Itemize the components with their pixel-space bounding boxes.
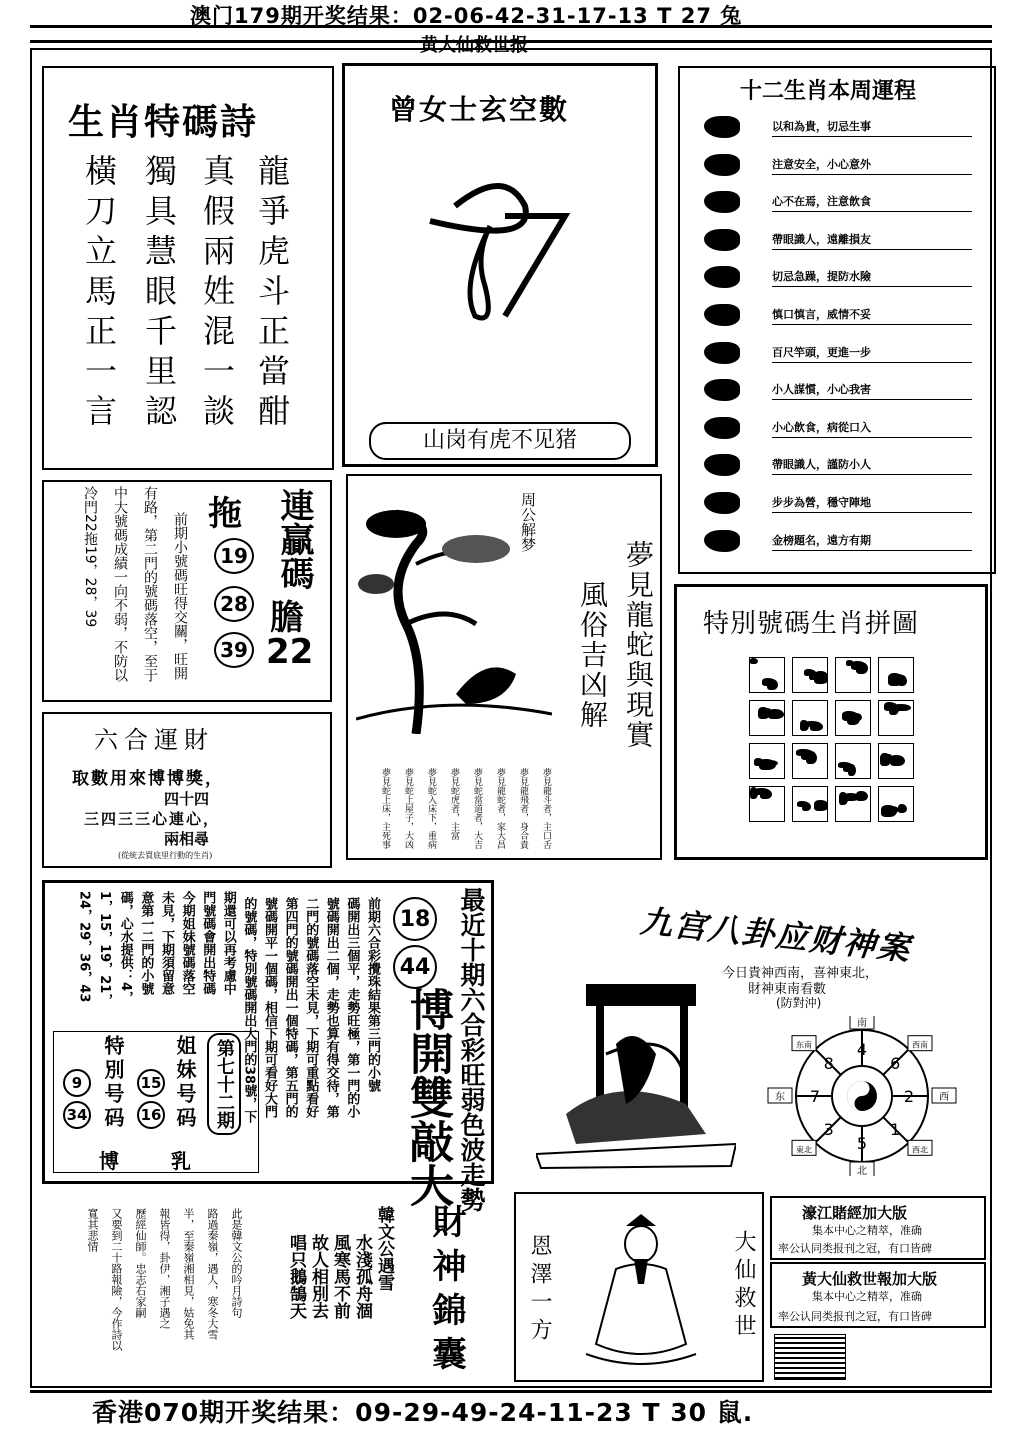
bagua-number: 4 — [856, 1040, 868, 1059]
wealth-line-2: 財神東南看數 — [748, 982, 827, 997]
wealth-panel — [500, 880, 988, 1180]
poem-line: 唱只鵝鵠天 — [286, 1234, 306, 1319]
mystery-panel — [342, 63, 658, 467]
puzzle-tile — [835, 700, 871, 736]
bagua-direction: 东 — [775, 1092, 785, 1103]
ad2-line-1: 集本中心之精萃，准确 — [812, 1290, 922, 1303]
streak-num-2: 28 — [214, 586, 254, 622]
ad-thumbnail — [774, 1334, 846, 1380]
rat-icon — [704, 116, 740, 138]
analysis-text-col: 碼，心水提供：4， — [117, 891, 133, 1005]
issue-label: 第七十二期 — [207, 1033, 241, 1135]
immortal-left: 恩澤一方 — [527, 1234, 552, 1346]
analysis-circle-2: 44 — [393, 945, 437, 989]
analysis-text-col: 二門的號碼落空未見，下期可重點看好 — [303, 897, 319, 1118]
zodiac-row-text: 以和為貴，切忌生事 — [772, 118, 972, 137]
puzzle-tile — [792, 786, 828, 822]
ox-icon — [704, 154, 740, 176]
fortune-line-2: 四十四 — [164, 790, 210, 808]
analysis-text-col: 碼開出三個平，走勢旺極，第一門的小 — [344, 897, 360, 1118]
dream-item: 夢見蛇上屋子，大凶 — [403, 768, 413, 849]
zodiac-row-text: 金榜題名，遠方有期 — [772, 532, 972, 551]
story-text-col: 歷經仙師。忠志右家嗣 — [134, 1208, 147, 1318]
streak-num-1: 19 — [214, 538, 254, 574]
rabbit-icon — [704, 229, 740, 251]
zodiac-panel — [678, 66, 996, 574]
dream-item: 夢見蛇當道者，大吉 — [472, 768, 482, 849]
analysis-text-col: 今期姐妹號碼落空 — [179, 891, 195, 995]
dream-side-label: 周公解梦 — [519, 492, 537, 552]
poem-line: 水淺孤舟涸 — [352, 1234, 372, 1319]
bagua-number: 5 — [856, 1134, 868, 1153]
bagua-direction: 南 — [857, 1018, 867, 1029]
bagua-number: 6 — [890, 1053, 901, 1073]
wealth-god-illustration — [536, 984, 736, 1174]
puzzle-tile — [749, 786, 785, 822]
analysis-text-col: 前期六合彩攪珠結果第三門的小號 — [365, 897, 380, 1092]
dream-panel — [346, 474, 662, 860]
special-tail: 博 — [99, 1149, 119, 1173]
wealth-title: 九宫八卦应财神案 — [638, 901, 914, 969]
poem-line: 故人相別去 — [308, 1234, 328, 1319]
ad-panel-2 — [770, 1262, 986, 1328]
sister-num-2: 16 — [137, 1101, 165, 1129]
fortune-title: 六合運財 — [94, 726, 214, 754]
sister-tail: 乳 — [171, 1149, 191, 1173]
analysis-heading-1: 最近十期六合彩旺弱色波走勢 — [457, 887, 486, 1212]
streak-text-4: 冷門22拖19，28，39 — [82, 486, 98, 628]
puzzle-tile — [749, 657, 785, 693]
dream-item: 夢見蛇上床，主死事 — [380, 768, 390, 849]
ad2-title: 黃大仙救世報加大版 — [802, 1270, 938, 1288]
streak-text-1: 前期小號碼旺得交關，旺開 — [172, 512, 188, 680]
analysis-text-col: 號碼開平一個碼，相信下期可看好大門 — [262, 897, 277, 1118]
poem-panel — [42, 66, 334, 470]
zodiac-row-text: 心不在焉，注意飲食 — [772, 193, 972, 212]
story-text-col: 寬其悲情 — [86, 1208, 99, 1252]
poem-title: 生肖特碼詩 — [68, 101, 259, 143]
puzzle-tile — [878, 657, 914, 693]
analysis-text-col: 號碼開出二個，走勢也算有得交待，第 — [323, 897, 339, 1118]
zodiac-row-text: 步步為營，穩守陣地 — [772, 494, 972, 513]
zodiac-title: 十二生肖本周運程 — [740, 78, 917, 104]
analysis-heading-2: 博開雙敲大 — [402, 987, 453, 1207]
puzzle-tile — [835, 657, 871, 693]
puzzle-tile — [878, 700, 914, 736]
goat-icon — [704, 379, 740, 401]
streak-title-dan: 膽 — [270, 598, 304, 638]
zodiac-row-text: 百尺竿頭，更進一步 — [772, 344, 972, 363]
special-puzzle-panel — [674, 584, 988, 860]
streak-text-2: 有路，第二門的號碼落空，至于 — [142, 486, 158, 682]
zodiac-row-text: 小心飲食，病從口入 — [772, 419, 972, 438]
streak-text-3: 中大號碼成績一向不弱，不防以 — [112, 486, 128, 682]
puzzle-tile — [749, 743, 785, 779]
figure-stroke-2 — [430, 186, 526, 231]
poem-line: 風寒馬不前 — [330, 1234, 350, 1319]
tiger-icon — [704, 191, 740, 213]
fortune-note: (從統去買底里行動的生肖) — [118, 851, 213, 860]
dream-item: 夢見龍斗者，主口舌 — [541, 768, 551, 849]
zodiac-row-text: 注意安全，小心意外 — [772, 156, 972, 175]
dream-item: 夢見蛇入床下，重病 — [426, 768, 436, 849]
puzzle-tile — [792, 657, 828, 693]
dream-title-2: 風俗吉凶解 — [576, 580, 609, 730]
story-text-col: 又要到二十路報險，今作詩以 — [110, 1208, 123, 1351]
figure-stroke-7 — [505, 216, 565, 316]
bagua-number: 8 — [823, 1053, 834, 1073]
analysis-panel — [42, 880, 494, 1212]
immortal-illustration — [576, 1214, 706, 1374]
special-num-2: 34 — [63, 1101, 91, 1129]
pig-icon — [704, 530, 740, 552]
analysis-text-col: 的號碼，特別號碼開出大門的38號，下 — [241, 897, 257, 1124]
wealth-line-3: (防對沖) — [776, 996, 822, 1010]
dream-title-1: 夢見龍蛇與現實 — [622, 540, 655, 750]
analysis-text-col: 第四門的號碼開出一個特碼，第五門的 — [282, 897, 298, 1118]
ad1-title: 濠江賭經加大版 — [802, 1204, 908, 1222]
puzzle-tile — [792, 700, 828, 736]
puzzle-tile — [835, 786, 871, 822]
story-text-col: 路過秦嶺，遇人，寒冬大雪 — [206, 1208, 219, 1340]
ad1-line-1: 集本中心之精萃，准确 — [812, 1224, 922, 1237]
bagua-direction: 東北 — [796, 1145, 813, 1155]
dog-icon — [704, 492, 740, 514]
puzzle-tile — [749, 700, 785, 736]
sister-frame — [53, 1031, 259, 1173]
puzzle-title: 特別號碼生肖拼圖 — [703, 609, 920, 639]
bagua-direction: 东南 — [796, 1040, 813, 1050]
streak-num-3: 39 — [214, 632, 254, 668]
banner: 黄大仙救世报 — [420, 35, 528, 56]
poem-col-3: 獨具慧眼千里認 — [140, 154, 178, 434]
poem-col-1: 龍爭虎斗正當酣 — [253, 154, 291, 434]
analysis-text-col: 門號碼會開出特碼 — [200, 891, 216, 995]
wealth-line-1: 今日貴神西南，喜神東北， — [722, 966, 879, 981]
bagua-direction: 北 — [857, 1166, 867, 1176]
analysis-text-col: 意第一二門的小號 — [138, 891, 154, 995]
caishen-label: 財神錦囊 — [426, 1204, 466, 1380]
poem-col-2: 真假兩姓混一談 — [198, 154, 236, 434]
figure-stroke-8 — [470, 226, 490, 318]
analysis-text-col: 1，15，19，21， — [97, 891, 113, 1007]
puzzle-tile — [878, 743, 914, 779]
puzzle-grid — [749, 657, 921, 829]
bagua-number: 3 — [823, 1120, 834, 1140]
streak-panel — [42, 480, 332, 702]
immortal-panel — [514, 1192, 764, 1382]
sister-label: 姐妹号码 — [173, 1035, 197, 1131]
bagua-diagram — [762, 1016, 962, 1176]
ad-panel-1 — [770, 1196, 986, 1260]
story-text-col: 報皆得，卦伊，湘子遇之 — [158, 1208, 171, 1329]
zodiac-row-text: 切忌急躁，提防水險 — [772, 268, 972, 287]
special-label: 特別号码 — [101, 1035, 125, 1131]
analysis-text-col: 24，29，36，43 — [76, 891, 92, 1003]
bottom-poems — [42, 1194, 498, 1384]
puzzle-tile — [792, 743, 828, 779]
puzzle-tile — [835, 743, 871, 779]
dream-item: 夢見龍飛者，身合貴 — [518, 768, 528, 849]
fortune-line-3: 三四三三心連心， — [84, 810, 221, 828]
horse-icon — [704, 342, 740, 364]
mystery-figure — [415, 166, 585, 336]
dragon-icon — [704, 266, 740, 288]
bagua-number: 2 — [903, 1087, 915, 1106]
top-result: 澳门179期开奖结果：02-06-42-31-17-13 T 27 兔 — [190, 4, 743, 28]
bagua-direction: 西南 — [911, 1040, 928, 1050]
zodiac-row-text: 慎口慎言，威情不妥 — [772, 306, 972, 325]
bagua-direction: 西北 — [911, 1145, 928, 1155]
mystery-caption: 山岗有虎不见猪 — [369, 422, 631, 460]
story-text-col: 半，至秦嶺湘相見，姑免其 — [182, 1208, 195, 1340]
ad1-line-2: 率公认同类报刊之冠，有口皆碑 — [778, 1242, 932, 1255]
dream-item: 夢見龍蛇者，家大昌 — [495, 768, 505, 849]
analysis-circle-1: 18 — [393, 897, 437, 941]
streak-drag: 拖 — [208, 494, 242, 534]
zodiac-row-text: 帶眼識人，謹防小人 — [772, 456, 972, 475]
analysis-text-col: 期還可以再考慮中 — [220, 891, 236, 995]
fortune-panel — [42, 712, 332, 868]
story-text-col: 此是韓文公的吟月詩句 — [230, 1208, 243, 1318]
mystery-title: 曾女士玄空數 — [389, 93, 570, 126]
streak-title: 連贏碼 — [274, 488, 314, 590]
ad2-line-2: 率公认同类报刊之冠，有口皆碑 — [778, 1310, 932, 1323]
poem-col-4: 橫刀立馬正一言 — [80, 154, 118, 434]
dream-item: 夢見蛇虎者，主富 — [449, 768, 459, 840]
bagua-number: 1 — [890, 1120, 901, 1140]
fortune-line-1: 取數用來博博獎， — [72, 769, 224, 789]
snake-icon — [704, 304, 740, 326]
streak-big-number: 22 — [266, 632, 314, 672]
zodiac-row-text: 帶眼識人，遠離損友 — [772, 231, 972, 250]
zodiac-row-text: 小人謀慣，小心我害 — [772, 381, 972, 400]
rooster-icon — [704, 454, 740, 476]
special-num-1: 9 — [63, 1069, 91, 1097]
monkey-icon — [704, 417, 740, 439]
poem-line: 韓文公遇雪 — [374, 1206, 394, 1291]
bagua-direction: 西 — [939, 1092, 949, 1103]
immortal-right: 大仙救世 — [731, 1230, 756, 1342]
puzzle-tile — [878, 786, 914, 822]
bottom-result: 香港070期开奖结果：09-29-49-24-11-23 T 30 鼠. — [92, 1398, 754, 1427]
bagua-number: 7 — [809, 1087, 821, 1106]
sister-num-1: 15 — [137, 1069, 165, 1097]
fortune-line-4: 兩相尋 — [164, 830, 210, 848]
analysis-text-col: 未見，下期須留意 — [159, 891, 174, 995]
